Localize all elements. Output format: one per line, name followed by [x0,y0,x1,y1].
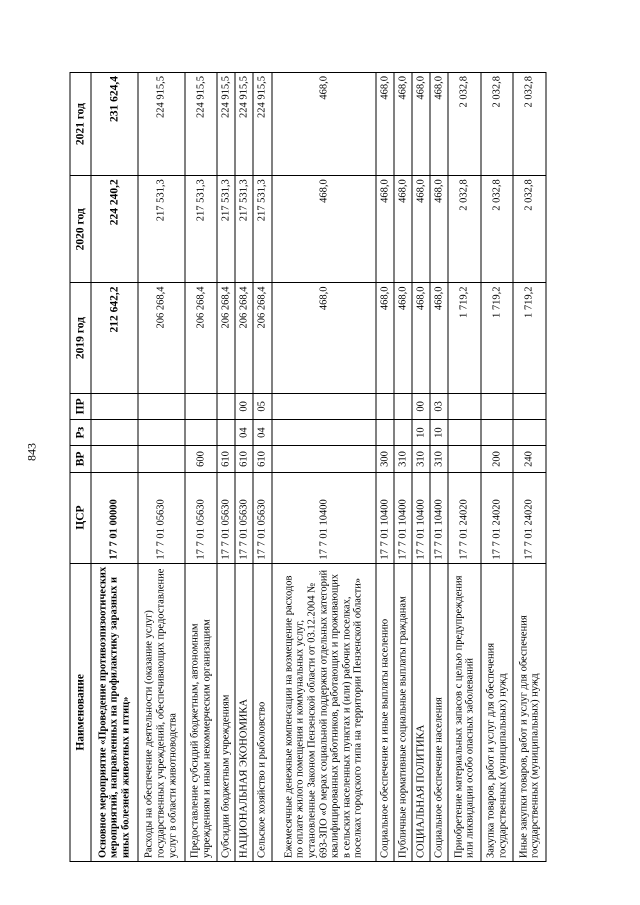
row-vr: 600 [185,446,218,472]
row-rz [481,419,514,445]
row-vr: 310 [412,446,430,472]
row-pr [138,393,185,419]
page-number: 843 [24,443,39,461]
row-csr: 17 7 01 24020 [481,472,514,563]
table-row [430,73,448,862]
row-2021: 2 032,8 [448,73,481,176]
row-vr: 610 [235,446,253,472]
row-2020: 217 531,3 [185,176,218,283]
header-rz: Рз [70,419,91,445]
row-2021: 468,0 [376,73,394,176]
row-vr: 300 [376,446,394,472]
row-name: Приобретение материальных запасов с целью предупреждения или ликвидации особо опасных заболеваний [448,563,481,861]
row-2020: 468,0 [272,176,376,283]
row-rz [272,419,376,445]
row-2021: 224 915,5 [185,73,218,176]
table-row [91,73,138,862]
row-pr: 00 [235,393,253,419]
table-row [394,73,412,862]
row-rz [513,419,546,445]
row-vr [91,446,138,472]
row-csr: 17 7 01 00000 [91,472,138,563]
row-pr [481,393,514,419]
header-2021: 2021 год [70,73,91,176]
row-2021: 468,0 [272,73,376,176]
table-row [481,73,514,862]
row-name: Расходы на обеспечение деятельности (оказание услуг) государственных учреждений, обеспечивающих предоставление услуг в области животноводства [138,563,185,861]
row-2021: 468,0 [430,73,448,176]
row-2019: 468,0 [430,283,448,393]
row-2021: 468,0 [394,73,412,176]
row-pr: 00 [412,393,430,419]
row-2019: 468,0 [376,283,394,393]
row-name: Предоставление субсидий бюджетным, автономным учреждениям и иным некоммерческим организациям [185,563,218,861]
row-csr: 17 7 01 10400 [376,472,394,563]
row-name: Закупка товаров, работ и услуг для обеспечения государственных (муниципальных) нужд [481,563,514,861]
header-pr: ПР [70,393,91,419]
row-csr: 17 7 01 10400 [394,472,412,563]
row-pr [513,393,546,419]
row-csr: 17 7 01 05630 [185,472,218,563]
row-csr: 17 7 01 10400 [272,472,376,563]
row-rz [91,419,138,445]
table-row [272,73,376,862]
row-rz [376,419,394,445]
row-name: Иные закупки товаров, работ и услуг для обеспечения государственных (муниципальных) нужд [513,563,546,861]
row-2019: 206 268,4 [235,283,253,393]
row-csr: 17 7 01 24020 [513,472,546,563]
table-row [412,73,430,862]
row-rz [138,419,185,445]
row-2020: 217 531,3 [253,176,271,283]
row-name: Социальное обеспечение и иные выплаты населению [376,563,394,861]
row-csr: 17 7 01 10400 [412,472,430,563]
row-2019: 468,0 [412,283,430,393]
row-2020: 2 032,8 [448,176,481,283]
row-2019: 1 719,2 [513,283,546,393]
row-csr: 17 7 01 05630 [253,472,271,563]
row-csr: 17 7 01 05630 [138,472,185,563]
row-2021: 2 032,8 [481,73,514,176]
row-rz [394,419,412,445]
row-2019: 468,0 [272,283,376,393]
row-2020: 2 032,8 [513,176,546,283]
row-2020: 468,0 [412,176,430,283]
row-rz: 04 [253,419,271,445]
row-pr [448,393,481,419]
row-pr [185,393,218,419]
row-2021: 2 032,8 [513,73,546,176]
row-2020: 217 531,3 [217,176,235,283]
row-2021: 224 915,5 [235,73,253,176]
row-csr: 17 7 01 10400 [430,472,448,563]
row-vr: 610 [217,446,235,472]
row-pr [217,393,235,419]
row-pr [272,393,376,419]
row-2020: 468,0 [394,176,412,283]
budget-table [70,72,547,862]
row-pr: 05 [253,393,271,419]
header-row [70,73,91,862]
row-rz [448,419,481,445]
row-pr [91,393,138,419]
row-2020: 217 531,3 [235,176,253,283]
table-row [138,73,185,862]
header-2019: 2019 год [70,283,91,393]
row-2020: 217 531,3 [138,176,185,283]
row-rz: 10 [412,419,430,445]
row-2020: 224 240,2 [91,176,138,283]
row-name: Социальное обеспечение населения [430,563,448,861]
row-vr: 200 [481,446,514,472]
row-name: СОЦИАЛЬНАЯ ПОЛИТИКА [412,563,430,861]
header-csr: ЦСР [70,472,91,563]
row-name: Основное мероприятие «Проведение противоэпизоотических мероприятий, направленных на профилактику заразных и иных болезней животных и птиц» [91,563,138,861]
header-vr: ВР [70,446,91,472]
row-rz [217,419,235,445]
row-2019: 1 719,2 [481,283,514,393]
row-name: Сельское хозяйство и рыболовство [253,563,271,861]
row-pr [376,393,394,419]
header-name: Наименование [70,563,91,861]
row-2021: 224 915,5 [217,73,235,176]
table-row [513,73,546,862]
row-pr [394,393,412,419]
row-2019: 206 268,4 [253,283,271,393]
header-2020: 2020 год [70,176,91,283]
table-row [235,73,253,862]
table-row [376,73,394,862]
row-2019: 206 268,4 [138,283,185,393]
row-rz: 10 [430,419,448,445]
row-2020: 468,0 [376,176,394,283]
row-name: Субсидии бюджетным учреждениям [217,563,235,861]
row-2019: 206 268,4 [185,283,218,393]
row-csr: 17 7 01 05630 [235,472,253,563]
table-row [253,73,271,862]
row-name: Ежемесячные денежные компенсации на возмещение расходов по оплате жилого помещения и коммунальных услуг, установленные Законом Пензенской области от 03.12.2004 № 693-ЗПО «О мерах социальной поддержки отдельных категорий квалифицированных работников, работающих и проживающих в сельских населенных пунктах и (или) рабочих поселках, поселках городского типа на территории Пензенской области» [272,563,376,861]
table-body [91,73,546,862]
row-2020: 2 032,8 [481,176,514,283]
row-pr: 03 [430,393,448,419]
row-2021: 224 915,5 [138,73,185,176]
row-2021: 468,0 [412,73,430,176]
row-name: Публичные нормативные социальные выплаты гражданам [394,563,412,861]
row-vr: 310 [394,446,412,472]
rotated-table-wrapper [70,72,547,862]
row-vr: 240 [513,446,546,472]
row-vr: 310 [430,446,448,472]
table-row [217,73,235,862]
row-rz: 04 [235,419,253,445]
row-vr: 610 [253,446,271,472]
row-csr: 17 7 01 24020 [448,472,481,563]
row-vr [272,446,376,472]
table-row [185,73,218,862]
row-2020: 468,0 [430,176,448,283]
row-2019: 206 268,4 [217,283,235,393]
row-rz [185,419,218,445]
row-csr: 17 7 01 05630 [217,472,235,563]
row-vr [138,446,185,472]
row-2019: 212 642,2 [91,283,138,393]
row-2021: 231 624,4 [91,73,138,176]
table-row [448,73,481,862]
row-vr [448,446,481,472]
row-2021: 224 915,5 [253,73,271,176]
row-2019: 1 719,2 [448,283,481,393]
row-name: НАЦИОНАЛЬНАЯ ЭКОНОМИКА [235,563,253,861]
row-2019: 468,0 [394,283,412,393]
